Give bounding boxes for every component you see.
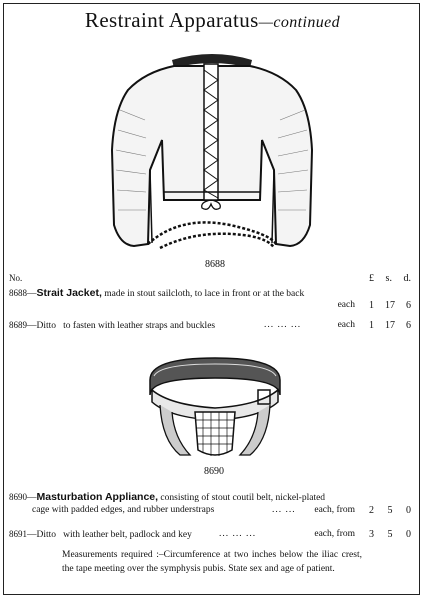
appliance-illustration [140, 350, 290, 465]
item-8691: 8691—Ditto with leather belt, padlock and key ... ... ... each, from 3 5 0 [9, 529, 411, 540]
page-title [0, 8, 425, 33]
item-unit: each, from [314, 505, 355, 515]
item-leader: ... ... ... [219, 529, 257, 539]
item-8689: 8689—Ditto to fasten with leather straps and buckles ... ... ... each 1 17 6 [9, 320, 411, 331]
price-pounds: 2 [369, 505, 374, 516]
item-description-2: cage with padded edges, and rubber understraps [32, 505, 215, 515]
strait-jacket-illustration [100, 50, 325, 260]
item-number: 8688 [9, 288, 27, 298]
pence-header: d. [403, 273, 411, 284]
price-pence: 6 [406, 300, 411, 311]
shillings-header: s. [385, 273, 392, 284]
price-pounds: 3 [369, 529, 374, 540]
price-pounds: 1 [369, 300, 374, 311]
item-number: 8689 [9, 320, 27, 330]
currency-header [369, 273, 411, 284]
no-header: No. [9, 273, 23, 283]
appliance-figure-caption: 8690 [204, 466, 224, 477]
price-pounds: 1 [369, 320, 374, 331]
item-price [369, 320, 411, 331]
price-pence: 0 [406, 529, 411, 540]
title-continued: —continued [258, 14, 341, 31]
pounds-header: £ [369, 273, 374, 284]
item-price [369, 300, 411, 311]
item-name: Masturbation Appliance, [36, 491, 159, 503]
price-pence: 0 [406, 505, 411, 516]
price-shillings: 5 [387, 505, 393, 516]
item-8690: 8690—Masturbation Appliance, consisting of stout coutil belt, nickel-plated [9, 491, 326, 503]
item-ditto: Ditto [36, 530, 57, 540]
item-detail: to fasten with leather straps and buckles [63, 321, 216, 331]
item-number: 8690 [9, 492, 27, 502]
item-8688: 8688—Strait Jacket, made in stout sailcloth, to lace in front or at the back [9, 287, 305, 299]
item-leader: ... ... ... [264, 320, 302, 330]
item-name: Strait Jacket, [36, 287, 102, 299]
price-shillings: 5 [387, 529, 393, 540]
title-main: Restraint Apparatus [84, 8, 259, 32]
item-unit: each [337, 300, 355, 310]
item-price [369, 505, 411, 516]
price-pence: 6 [406, 320, 411, 331]
measurement-note: Measurements required :–Circumference at two inches below the iliac crest, the tape meeting over the symphysis pubis. State sex and age of patient. [62, 550, 362, 574]
item-unit: each, from [314, 529, 355, 539]
item-price [369, 529, 411, 540]
price-shillings: 17 [385, 300, 395, 311]
item-number: 8691 [9, 529, 27, 539]
item-8690-line2 [32, 505, 411, 515]
item-unit: each [337, 320, 355, 330]
item-leader: ... ... [272, 505, 296, 515]
item-description: made in stout sailcloth, to lace in front or at the back [104, 289, 305, 299]
table-header [9, 273, 411, 283]
jacket-figure-caption: 8688 [205, 259, 225, 270]
price-shillings: 17 [385, 320, 395, 331]
item-ditto: Ditto [36, 321, 57, 331]
item-description: consisting of stout coutil belt, nickel-plated [160, 493, 326, 503]
item-detail: with leather belt, padlock and key [63, 530, 192, 540]
